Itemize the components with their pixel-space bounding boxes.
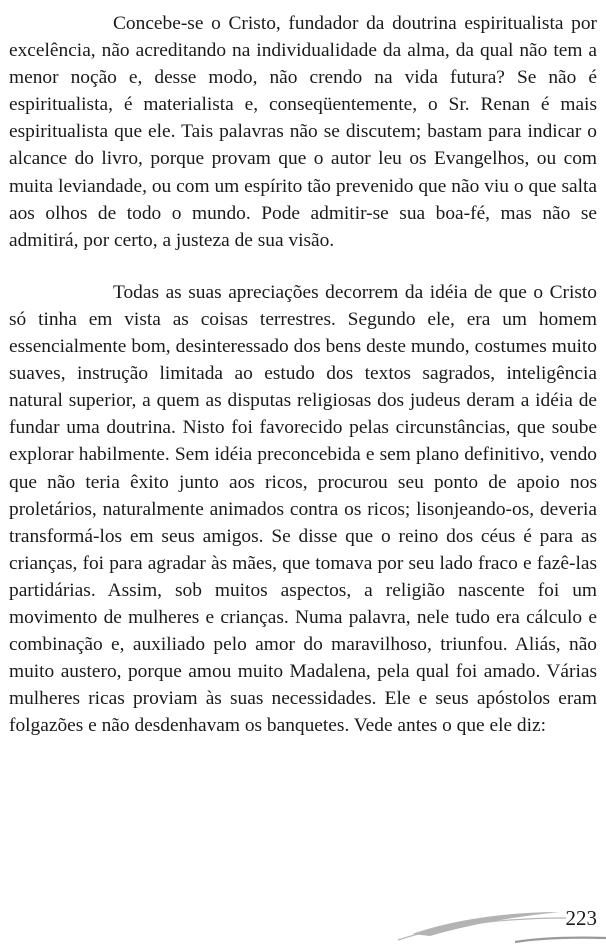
paragraph-2: Todas as suas apreciações decorrem da idéia de que o Cristo só tinha em vista as coisas terrestres. Segundo ele, era um homem essencialmente bom, desinteressado dos bens deste mundo, costumes muito suaves, instrução limitada ao estudo dos textos sagrados, inteligência natural superior, a quem as disputas religiosas dos judeus deram a idéia de fundar uma doutrina. Nisto foi favorecido pelas circunstâncias, que soube explorar habilmente. Sem idéia preconcebida e sem plano definitivo, vendo que não teria êxito junto aos ricos, procurou seu ponto de apoio nos proletários, naturalmente animados contra os ricos; lisonjeando-os, deveria transformá-los em seus amigos. Se disse que o reino dos céus é para as crianças, foi para agradar às mães, que tomava por seu lado fraco e fazê-las partidárias. Assim, sob muitos aspectos, a religião nascente foi um movimento de mulheres e crianças. Numa palavra, nele tudo era cálculo e combinação e, auxiliado pelo amor do maravilhoso, triunfou. Aliás, não muito austero, porque amou muito Madalena, pela qual foi amado. Várias mulheres ricas proviam às suas necessidades. Ele e seus apóstolos eram folgazões e não desdenhavam os banquetes. Vede antes o que ele diz: — [9, 281, 597, 737]
swoosh-ornament-icon — [0, 900, 606, 947]
paragraph-1: Concebe-se o Cristo, fundador da doutrina espiritualista por excelência, não acreditando na individualidade da alma, da qual não tem a menor noção e, desse modo, não crendo na vida futura? Se não é espiritualista, é materialista e, conseqüentemente, o Sr. Renan é mais espiritualista que ele. Tais palavras não se discutem; bastam para indicar o alcance do livro, porque provam que o autor leu os Evangelhos, ou com muita leviandade, ou com um espírito tão prevenido que não viu o que salta aos olhos de todo o mundo. Pode admitir-se sua boa-fé, mas não se admitirá, por certo, a justeza de sua visão. — [9, 13, 597, 251]
page-footer — [0, 900, 606, 947]
page-body — [9, 10, 597, 739]
page-number: 223 — [565, 906, 597, 930]
